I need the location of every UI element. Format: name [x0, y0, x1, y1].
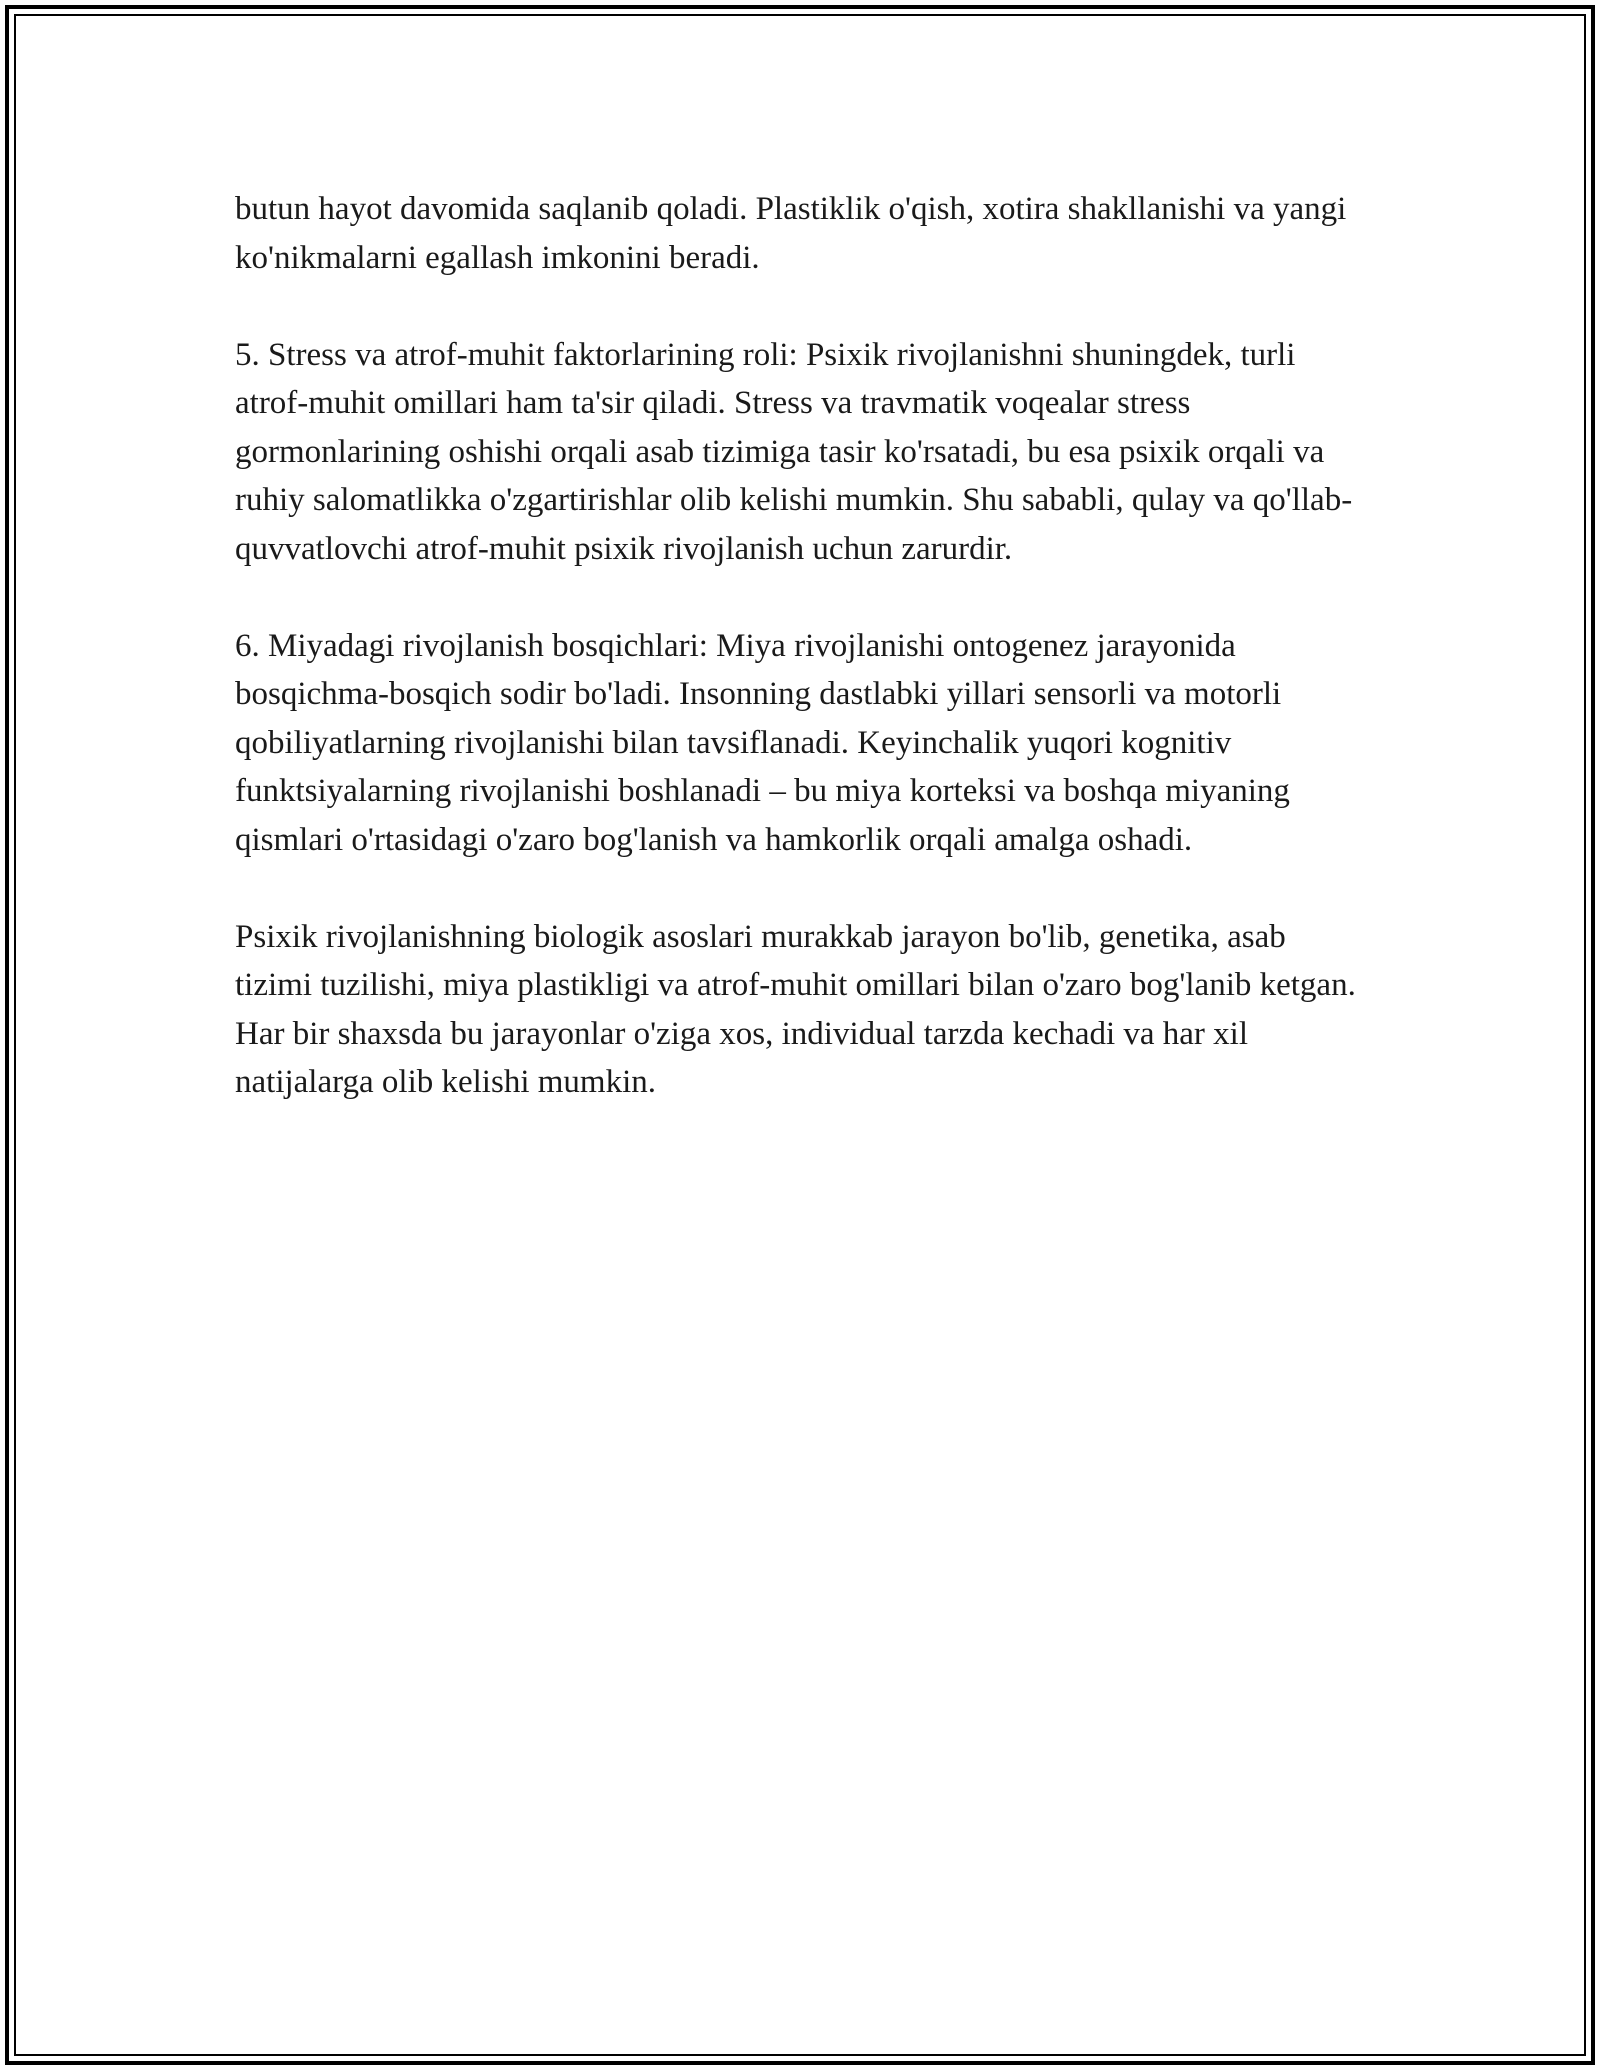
paragraph-conclusion: Psixik rivojlanishning biologik asoslari murakkab jarayon bo'lib, genetika, asab tizimi tuzilishi, miya plastikligi va atrof-muhit omillari bilan o'zaro bog'lanib ketgan. Har bir shaxsda bu jarayonlar o'ziga xos, individual tarzda kechadi va har xil natijalarga olib kelishi mumkin. — [235, 918, 1356, 1100]
document-body — [235, 185, 1365, 1155]
paragraph-plasticity-continued: butun hayot davomida saqlanib qoladi. Plastiklik o'qish, xotira shakllanishi va yangi ko'nikmalarni egallash imkonini beradi. — [235, 191, 1347, 276]
paragraph-stress-environment: 5. Stress va atrof-muhit faktorlarining roli: Psixik rivojlanishni shuningdek, turli atrof-muhit omillari ham ta'sir qiladi. Stress va travmatik voqealar stress gormonlarining oshishi orqali asab tizimiga tasir ko'rsatadi, bu esa psixik orqali va ruhiy salomatlikka o'zgartirishlar olib kelishi mumkin. Shu sababli, qulay va qo'llab-quvvatlovchi atrof-muhit psixik rivojlanish uchun zarurdir. — [235, 336, 1353, 567]
paragraph-brain-development-stages: 6. Miyadagi rivojlanish bosqichlari: Miya rivojlanishi ontogenez jarayonida bosqichma-bosqich sodir bo'ladi. Insonning dastlabki yillari sensorli va motorli qobiliyatlarning rivojlanishi bilan tavsiflanadi. Keyinchalik yuqori kognitiv funktsiyalarning rivojlanishi boshlanadi – bu miya korteksi va boshqa miyaning qismlari o'rtasidagi o'zaro bog'lanish va hamkorlik orqali amalga oshadi. — [235, 627, 1290, 858]
